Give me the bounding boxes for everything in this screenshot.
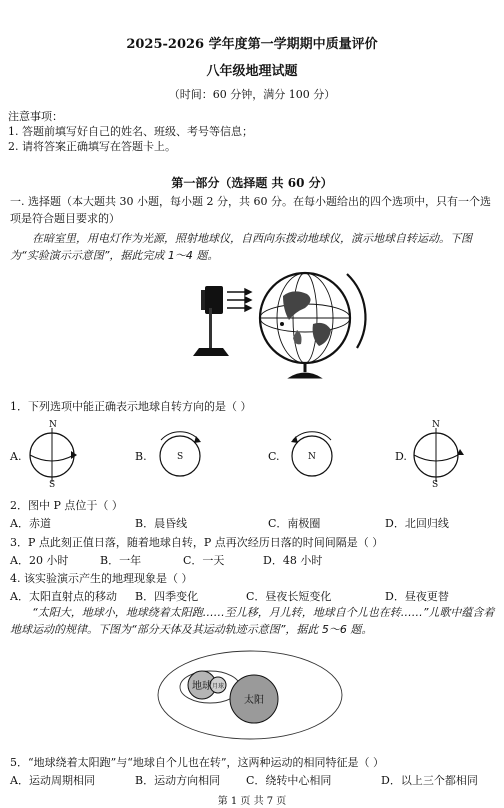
q1-option-a-label: A. (10, 450, 22, 463)
light-rays (227, 289, 251, 311)
q4-option-b: B．四季变化 (135, 590, 199, 603)
q3-option-a: A．20 小时 (10, 554, 69, 567)
sun-label: 太阳 (244, 695, 264, 706)
q1-option-b-label: B. (135, 450, 147, 463)
exam-subtitle: 八年级地理试题 (206, 64, 298, 79)
point-p (280, 322, 284, 326)
globe (260, 273, 365, 378)
q1-a-north-label: N (49, 420, 57, 430)
q4-stem: 4. 该实验演示产生的地理现象是（ ） (10, 572, 193, 585)
notes-heading: 注意事项： (8, 110, 63, 123)
orbit-figure (150, 645, 350, 745)
q2-option-b: B．晨昏线 (135, 517, 188, 530)
context-2: “太阳大，地球小，地球绕着太阳跑……至儿移，月儿转，地球自个儿也在转……”儿歌中蕴含着地球运动的规律。下图为“部分天体及其运动轨迹示意图”，据此 5～6 题。 (10, 606, 495, 636)
q2-stem: 2．图中 P 点位于（ ） (10, 499, 123, 512)
lamp-globe-figure (185, 268, 375, 380)
q4-option-c: C．昼夜长短变化 (246, 590, 332, 603)
lamp (193, 286, 229, 356)
q5-option-d: D．以上三个都相同 (381, 774, 478, 787)
page-number: 第 1 页 共 7 页 (217, 796, 287, 807)
q5-option-b: B．运动方向相同 (135, 774, 221, 787)
q1-option-c-label: C. (268, 450, 280, 463)
q2-option-d: D．北回归线 (385, 517, 449, 530)
q3-option-c: C．一天 (183, 554, 225, 567)
q1-c-pole-label: N (308, 452, 316, 462)
part1-title: 第一部分（选择题 共 60 分） (171, 176, 333, 190)
exam-title: 2025-2026 学年度第一学期期中质量评价 (126, 37, 378, 52)
q1-option-d-label: D. (395, 450, 407, 463)
section-intro: 一. 选择题（本大题共 30 小题，每小题 2 分，共 60 分。在每小题给出的四个选项中，只有一个选项是符合题目要求的） (10, 195, 491, 225)
q5-stem: 5．“地球绕着太阳跑”与“地球自个儿也在转”，这两种运动的相同特征是（ ） (10, 756, 384, 769)
q1-b-pole-label: S (177, 452, 184, 462)
q5-option-c: C．绕转中心相同 (246, 774, 332, 787)
q4-option-a: A．太阳直射点的移动 (10, 590, 117, 603)
notes-item-2: 2. 请将答案正确填写在答题卡上。 (8, 140, 176, 153)
earth-label: 地球 (192, 681, 212, 692)
q2-option-c: C．南极圈 (268, 517, 321, 530)
q5-option-a: A．运动周期相同 (10, 774, 95, 787)
q3-stem: 3．P 点此刻正值日落，随着地球自转，P 点再次经历日落的时间间隔是（ ） (10, 536, 384, 549)
q1-d-south-label: S (432, 480, 439, 490)
q4-option-d: D．昼夜更替 (385, 590, 449, 603)
q3-option-d: D．48 小时 (263, 554, 323, 567)
q3-option-b: B．一年 (100, 554, 142, 567)
notes-item-1: 1. 答题前填写好自己的姓名、班级、考号等信息； (8, 125, 253, 138)
moon-label: 月球 (211, 683, 225, 690)
q1-stem: 1．下列选项中能正确表示地球自转方向的是（ ） (10, 400, 252, 413)
context-1: 在暗室里，用电灯作为光源，照射地球仪，自西向东拨动地球仪，演示地球自转运动。下图为“实验演示示意图”，据此完成 1～4 题。 (10, 232, 472, 262)
q1-d-north-label: N (432, 420, 440, 430)
q2-option-a: A．赤道 (10, 517, 51, 530)
exam-time-info: （时间：60 分钟，满分 100 分） (168, 88, 336, 101)
q1-a-south-label: S (49, 480, 56, 490)
